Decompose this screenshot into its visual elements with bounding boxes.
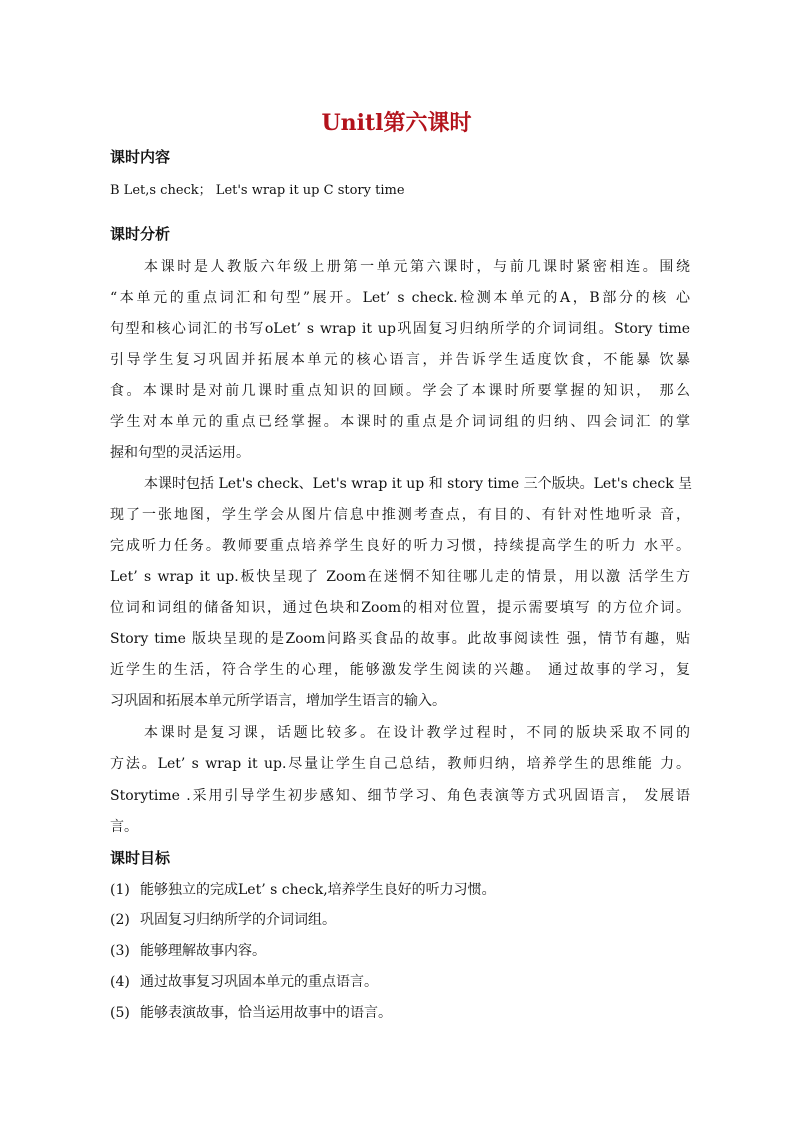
- analysis-line: 完成听力任务。教师要重点培养学生良好的听力习惯，持续提高学生的听力 水平。: [110, 538, 690, 554]
- analysis-line: 习巩固和拓展本单元所学语言，增加学生语言的输入。: [110, 693, 446, 709]
- analysis-line: Let’ s wrap it up.板快呈现了 Zoom在迷惘不知往哪儿走的情景，用以激 活学生方: [110, 569, 690, 585]
- section-heading-objectives: 课时目标: [110, 849, 171, 867]
- objective-text: 通过故事复习巩固本单元的重点语言。: [140, 974, 378, 990]
- objective-item: [110, 879, 496, 901]
- analysis-line: 学生对本单元的重点已经掌握。本课时的重点是介词词组的归纳、四会词汇 的掌: [110, 414, 690, 430]
- objective-text: 能够理解故事内容。: [140, 943, 266, 959]
- page-title: Unitl第六课时: [321, 110, 472, 136]
- analysis-line: 位词和词组的储备知识，通过色块和Zoom的相对位置，提示需要填写 的方位介词。: [110, 600, 690, 616]
- objective-number: (3): [110, 943, 130, 959]
- analysis-line: 食。本课时是对前几课时重点知识的回顾。学会了本课时所要掌握的知识， 那么: [110, 383, 690, 399]
- objective-item: [110, 909, 336, 931]
- analysis-line: 近学生的生活，符合学生的心理，能够激发学生阅读的兴趣。 通过故事的学习，复: [110, 662, 690, 678]
- objective-number: (4): [110, 974, 130, 990]
- analysis-line: 握和句型的灵活运用。: [110, 445, 250, 461]
- objective-text: 能够独立的完成Let’ s check,培养学生良好的听力习惯。: [140, 882, 496, 898]
- analysis-line: Storytime .采用引导学生初步感知、细节学习、角色表演等方式巩固语言， 发展语: [110, 788, 690, 804]
- objective-number: (1): [110, 882, 130, 898]
- objective-item: [110, 940, 266, 962]
- analysis-line: Story time 版块呈现的是Zoom问路买食品的故事。此故事阅读性 强，情节有趣，贴: [110, 631, 690, 647]
- analysis-line: 引导学生复习巩固并拓展本单元的核心语言，并告诉学生适度饮食，不能暴 饮暴: [110, 352, 690, 368]
- analysis-line: 本课时是复习课，话题比较多。在设计教学过程时，不同的版块采取不同的: [144, 725, 690, 741]
- section-heading-content: 课时内容: [110, 148, 171, 166]
- objective-item: [110, 1002, 392, 1024]
- analysis-line: 言。: [110, 819, 138, 835]
- objective-text: 巩固复习归纳所学的介词词组。: [140, 912, 336, 928]
- analysis-line: 方法。Let’ s wrap it up.尽量让学生自己总结，教师归纳，培养学生的思维能 力。: [110, 756, 690, 772]
- analysis-line: 本课时包括 Let's check、Let's wrap it up 和 story time 三个版块。Let's check 呈: [144, 476, 693, 492]
- analysis-line: 现了一张地图，学生学会从图片信息中推测考查点，有目的、有针对性地听录 音，: [110, 507, 690, 523]
- content-text: B Let,s check； Let's wrap it up C story time: [110, 183, 405, 198]
- analysis-line: 句型和核心词汇的书写oLet’ s wrap it up巩固复习归纳所学的介词词组。Story time: [110, 321, 690, 337]
- objective-number: (5): [110, 1005, 130, 1021]
- objective-number: (2): [110, 912, 130, 928]
- section-heading-analysis: 课时分析: [110, 225, 171, 243]
- objective-item: [110, 971, 378, 993]
- analysis-line: 本课时是人教版六年级上册第一单元第六课时，与前几课时紧密相连。围绕: [144, 259, 690, 275]
- objective-text: 能够表演故事，恰当运用故事中的语言。: [140, 1005, 392, 1021]
- analysis-line: “本单元的重点词汇和句型”展开。Let’ s check.检测本单元的A，B部分的核 心: [110, 290, 690, 306]
